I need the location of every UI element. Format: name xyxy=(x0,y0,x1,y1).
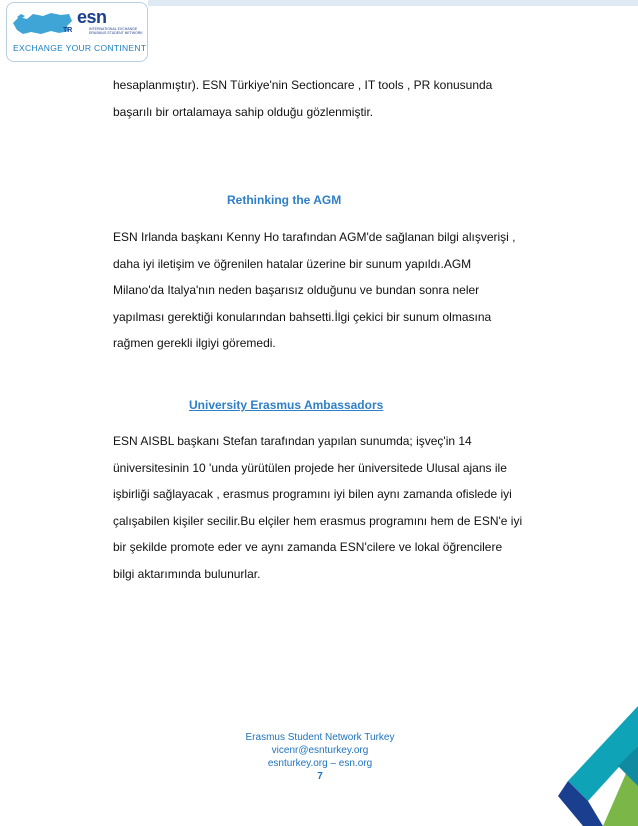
paragraph-sectioncare xyxy=(113,72,583,125)
footer-email: vicenr@esnturkey.org xyxy=(271,745,369,756)
text-line: bilgi aktarımında bulunurlar. xyxy=(113,566,261,581)
footer-sites: esnturkey.org – esn.org xyxy=(267,758,373,769)
text-line: hesaplanmıştır). ESN Türkiye'nin Sectioncare , IT tools , PR konusunda xyxy=(113,78,493,92)
logo-slogan: EXCHANGE YOUR CONTINENT xyxy=(13,43,147,53)
paragraph-ambassadors xyxy=(113,428,583,587)
text-line: rağmen gerekli ilgiyi göremedi. xyxy=(113,336,276,350)
esn-brand: esn xyxy=(77,7,107,27)
text-line: başarılı bir ortalamaya sahip olduğu gözlenmiştir. xyxy=(113,104,374,119)
text-line: işbirliği sağlayacak , erasmus programını iyi bilen aynı zamanda ofislede iyi xyxy=(113,487,512,501)
text-line: çalışabilen kişiler secilir.Bu elçiler hem erasmus programını hem de ESN'e iyi xyxy=(113,513,523,528)
header-rule xyxy=(148,0,638,6)
text-line: Milano'da Italya'nın neden başarısız olduğunu ve bundan sonra neler xyxy=(113,283,480,297)
esn-turkey-logo xyxy=(6,2,148,62)
esn-brand-subtitle: INTERNATIONAL EXCHANGE ERASMUS STUDENT NETWORK xyxy=(89,27,143,35)
text-line: bir şekilde promote eder ve aynı zamanda ESN'cilere ve lokal öğrencilere xyxy=(113,540,503,554)
footer-org: Erasmus Student Network Turkey xyxy=(245,732,395,743)
text-line: ESN AISBL başkanı Stefan tarafından yapılan sunumda; işveç'in 14 xyxy=(113,434,472,448)
text-line: ESN Irlanda başkanı Kenny Ho tarafından AGM'de sağlanan bilgi alışverişi , xyxy=(113,230,516,244)
corner-decoration-icon xyxy=(558,706,638,826)
text-line: üniversitesinin 10 'unda yürütülen projede her üniversitede Ulusal ajans ile xyxy=(113,460,507,475)
page-number: 7 xyxy=(317,771,323,782)
text-line: yapılması gerektiği konularından bahsetti.İlgi çekici bir sunum olmasına xyxy=(113,309,492,324)
heading-rethinking-agm: Rethinking the AGM xyxy=(227,193,342,207)
country-code: TR xyxy=(63,27,73,34)
paragraph-rethinking-agm xyxy=(113,224,583,357)
page-footer xyxy=(200,731,440,783)
text-line: daha iyi iletişim ve öğrenilen hatalar üzerine bir sunum yapıldı.AGM xyxy=(113,256,472,271)
heading-university-erasmus-ambassadors: University Erasmus Ambassadors xyxy=(189,398,384,412)
